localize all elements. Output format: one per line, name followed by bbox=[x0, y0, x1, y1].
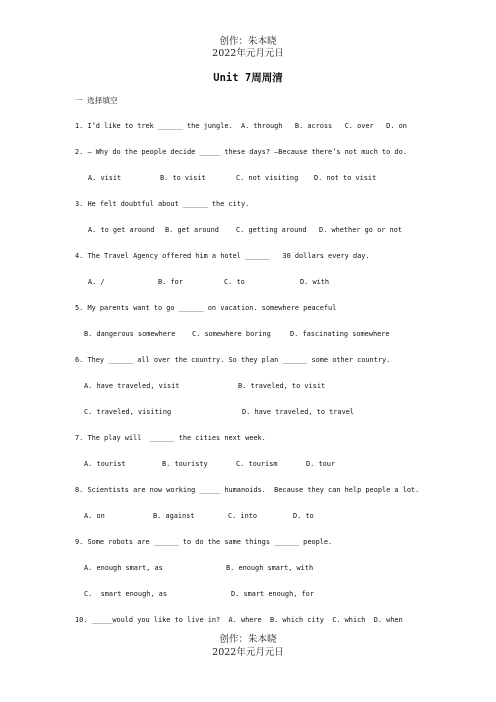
q7-option-c: C. tourism bbox=[236, 460, 278, 468]
q5-option-c: C. somewhere boring bbox=[192, 330, 271, 338]
q9-option-c: C. smart enough, as bbox=[84, 590, 167, 598]
q8-option-b: B. against bbox=[153, 512, 195, 520]
q3-option-d: D. whether go or not bbox=[319, 226, 402, 234]
q6-option-c: C. traveled, visiting bbox=[84, 408, 172, 416]
question-5: 5. My parents want to go ______ on vacation. somewhere peaceful bbox=[75, 304, 337, 312]
q4-option-b: B. for bbox=[158, 278, 183, 286]
q8-option-c: C. into bbox=[228, 512, 258, 520]
q6-option-d: D. have traveled, to travel bbox=[242, 408, 355, 416]
q4-option-a: A. / bbox=[88, 278, 105, 286]
footer-date: 2022年元月元日 bbox=[212, 647, 284, 658]
q7-option-d: D. tour bbox=[306, 460, 336, 468]
q9-option-d: D. smart enough, for bbox=[231, 590, 314, 598]
q6-option-b: B. traveled, to visit bbox=[238, 382, 326, 390]
question-1: 1. I’d like to trek ______ the jungle. A. through B. across C. over D. on bbox=[75, 122, 407, 130]
q2-option-d: D. not to visit bbox=[314, 174, 377, 182]
q9-option-b: B. enough smart, with bbox=[226, 564, 314, 572]
question-4: 4. The Travel Agency offered him a hotel ______ 30 dollars every day. bbox=[75, 252, 370, 260]
header-author: 创作：朱本晓 bbox=[219, 36, 277, 47]
q2-option-a: A. visit bbox=[88, 174, 122, 182]
question-8: 8. Scientists are now working _____ humanoids. Because they can help people a lot. bbox=[75, 486, 420, 494]
q2-option-b: B. to visit bbox=[160, 174, 206, 182]
q9-option-a: A. enough smart, as bbox=[84, 564, 163, 572]
q4-option-c: C. to bbox=[224, 278, 245, 286]
q7-option-a: A. tourist bbox=[84, 460, 126, 468]
q3-option-b: B. get around bbox=[165, 226, 219, 234]
q8-option-d: D. to bbox=[293, 512, 314, 520]
q2-option-c: C. not visiting bbox=[236, 174, 299, 182]
header-date: 2022年元月元日 bbox=[212, 48, 284, 59]
question-9: 9. Some robots are ______ to do the same things ______ people. bbox=[75, 538, 333, 546]
q6-option-a: A. have traveled, visit bbox=[84, 382, 180, 390]
question-7: 7. The play will ______ the cities next week. bbox=[75, 434, 266, 442]
question-3: 3. He felt doubtful about ______ the city. bbox=[75, 200, 250, 208]
question-10: 10. _____would you like to live in? A. where B. which city C. which D. when bbox=[75, 616, 403, 624]
q3-option-a: A. to get around bbox=[88, 226, 155, 234]
page-title: Unit 7周周清 bbox=[213, 72, 283, 84]
question-2: 2. — Why do the people decide _____ these days? —Because there’s not much to do. bbox=[75, 148, 407, 156]
footer-author: 创作：朱本晓 bbox=[219, 634, 277, 645]
section-heading: 一 选择填空 bbox=[75, 96, 118, 105]
q4-option-d: D. with bbox=[300, 278, 330, 286]
q5-option-d: D. fascinating somewhere bbox=[290, 330, 390, 338]
q5-option-b: B. dangerous somewhere bbox=[84, 330, 176, 338]
question-6: 6. They ______ all over the country. So they plan ______ some other country. bbox=[75, 356, 391, 364]
q3-option-c: C. getting around bbox=[236, 226, 307, 234]
q8-option-a: A. on bbox=[84, 512, 105, 520]
q7-option-b: B. touristy bbox=[162, 460, 208, 468]
